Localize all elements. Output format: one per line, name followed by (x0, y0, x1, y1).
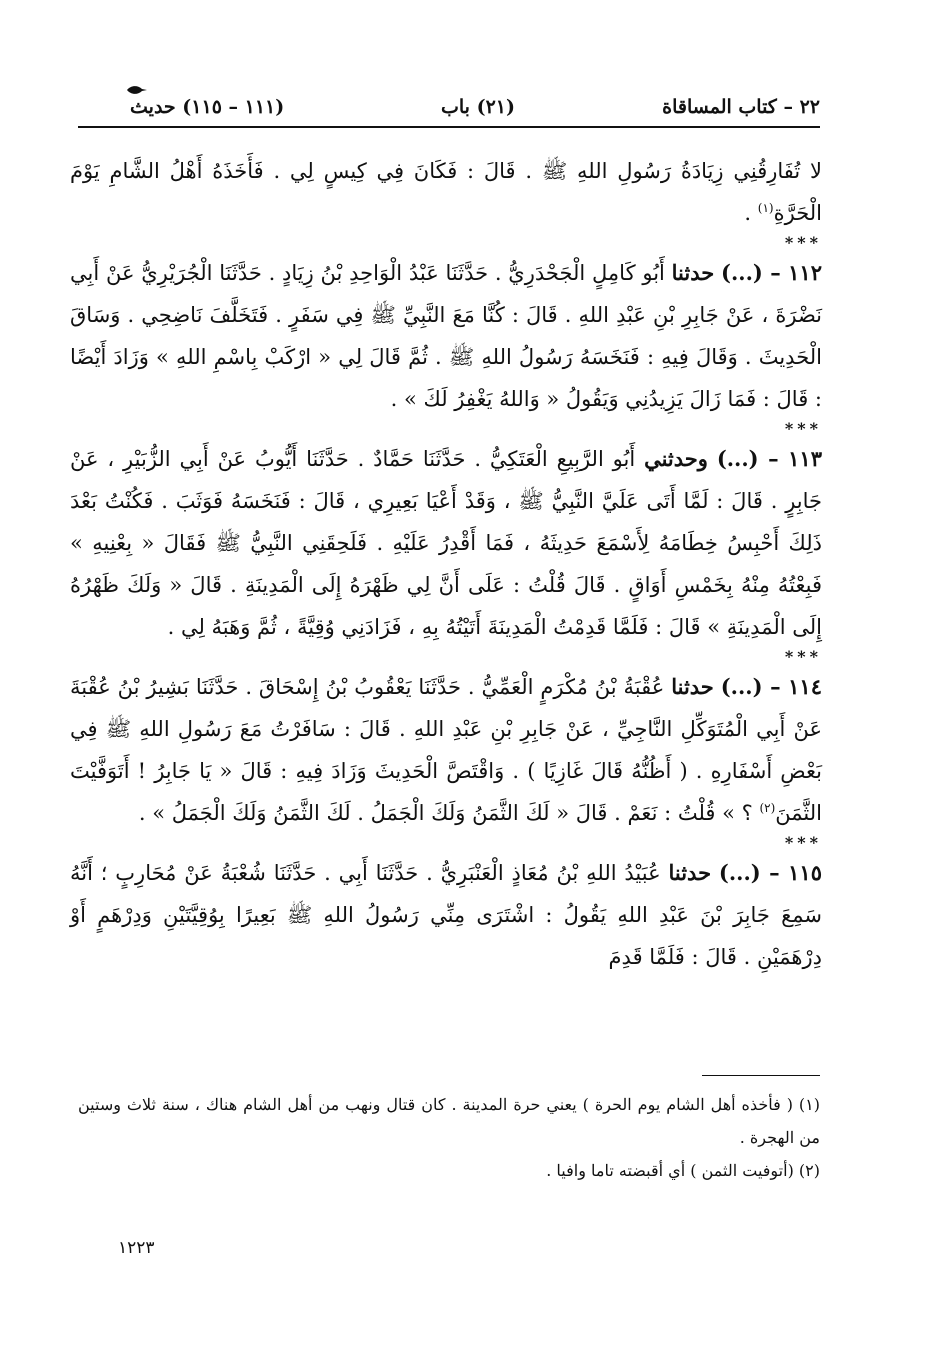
header-rule (78, 126, 820, 128)
haddatha-word: حدثنا (671, 674, 714, 699)
header-chapter: (٢١) باب (441, 96, 515, 118)
hadith-number: ١١٢ – (...) (721, 260, 822, 285)
footnote-ref-1: (١) (757, 201, 774, 215)
hadith-112 (70, 252, 822, 420)
footnote-1: (١) ( فأخذه أهل الشام يوم الحرة ) يعني حرة المدينة . كان قتال ونهب من أهل الشام هناك ، سنة ثلاث وستين من الهجرة . (78, 1095, 820, 1147)
hadith-text: عُقْبَةُ بْنُ مُكْرَمٍ الْعَمِّيُّ . حَدَّثَنَا يَعْقُوبُ بْنُ إِسْحَاقَ . حَدَّثَنَا بَشِيرُ بْنُ عُقْبَةَ عَنْ أَبِي الْمُتَوَكِّلِ النَّاجِيِّ ، عَنْ جَابِرِ بْنِ عَبْدِ اللهِ . قَالَ : سَافَرْتُ مَعَ رَسُولِ اللهِ ﷺ فِي بَعْضِ أَسْفَارِهِ . ( أَظُنُّهُ قَالَ غَازِيًا ) . وَاقْتَصَّ الْحَدِيثَ وَزَادَ فِيهِ : قَالَ « يَا جَابِرُ ! أَتَوَفَّيْتَ الثَّمَنَ (70, 675, 822, 825)
haddatha-word: حدثنا (671, 260, 715, 285)
ornament-icon (126, 84, 148, 96)
page-number: ١٢٢٣ (118, 1238, 155, 1258)
main-text (70, 150, 822, 978)
footnote-2: (٢) (أتوفيت الثمن ) أي أقبضته تاما وافيا . (546, 1161, 820, 1180)
haddatha-word: حدثنا (668, 860, 712, 885)
footnotes (78, 1088, 820, 1187)
separator: *** (784, 233, 822, 252)
footnote-ref-2: (٢) (759, 801, 776, 815)
hadith-text: عُبَيْدُ اللهِ بْنُ مُعَاذٍ الْعَنْبَرِيُّ . حَدَّثَنَا أَبِي . حَدَّثَنَا شُعْبَةُ عَنْ مُحَارِبٍ ؛ أَنَّهُ سَمِعَ جَابِرَ بْنَ عَبْدِ اللهِ يَقُولُ : اشْتَرَى مِنِّي رَسُولُ اللهِ ﷺ بَعِيرًا بِوُقِيَّتَيْنِ وَدِرْهَمٍ أَوْ دِرْهَمَيْنِ . قَالَ : فَلَمَّا قَدِمَ (70, 861, 822, 969)
hadith-115 (70, 852, 822, 978)
hadith-number: ١١٤ – (...) (720, 674, 822, 699)
hadith-text-continued: ؟ » قُلْتُ : نَعَمْ . قَالَ « لَكَ الثَّمَنُ وَلَكَ الْجَمَلُ . لَكَ الثَّمَنُ وَلَكَ الْجَمَلُ » . (138, 801, 760, 825)
hadith-113 (70, 438, 822, 648)
hadith-text: أَبُو كَامِلٍ الْجَحْدَرِيُّ . حَدَّثَنَا عَبْدُ الْوَاحِدِ بْنُ زِيَادٍ . حَدَّثَنَا الْجُرَيْرِيُّ عَنْ أَبِي نَضْرَةَ ، عَنْ جَابِرِ بْنِ عَبْدِ اللهِ . قَالَ : كُنَّا مَعَ النَّبِيِّ ﷺ فِي سَفَرٍ . فَتَخَلَّفَ نَاضِحِي . وَسَاقَ الْحَدِيثَ . وَقَالَ فِيهِ : فَنَخَسَهُ رَسُولُ اللهِ ﷺ . ثُمَّ قَالَ لِي « ارْكَبْ بِاسْمِ اللهِ » وَزَادَ أَيْضًا : قَالَ : فَمَا زَالَ يَزِيدُنِي وَيَقُولُ « وَاللهُ يَغْفِرُ لَكَ » . (70, 261, 822, 411)
separator: *** (784, 647, 822, 666)
hadith-number: ١١٥ – (...) (718, 860, 822, 885)
running-header (78, 92, 820, 126)
separator: *** (784, 419, 822, 438)
opening-text: لا تُفَارِقُنِي زِيَادَةُ رَسُولِ اللهِ ﷺ . قَالَ : فَكَانَ فِي كِيسٍ لِي . فَأَخَذَهُ أَهْلُ الشَّامِ يَوْمَ الْحَرَّةِ (70, 159, 822, 225)
opening-paragraph (70, 150, 822, 234)
opening-end: . (744, 201, 758, 225)
footnote-rule (702, 1075, 820, 1076)
hadith-114 (70, 666, 822, 834)
hadith-number: ١١٣ – (...) (716, 446, 822, 471)
hadith-text: أَبُو الرَّبِيعِ الْعَتَكِيُّ . حَدَّثَنَا حَمَّادٌ . حَدَّثَنَا أَيُّوبُ عَنْ أَبِي الزُّبَيْرِ ، عَنْ جَابِرٍ . قَالَ : لَمَّا أَتَى عَلَيَّ النَّبِيُّ ﷺ ، وَقَدْ أَعْيَا بَعِيرِي ، قَالَ : فَنَخَسَهُ فَوَثَبَ . فَكُنْتُ بَعْدَ ذَلِكَ أَحْبِسُ خِطَامَهُ لِأَسْمَعَ حَدِيثَهُ ، فَمَا أَقْدِرُ عَلَيْهِ . فَلَحِقَنِي النَّبِيُّ ﷺ فَقَالَ « بِعْنِيهِ » فَبِعْتُهُ مِنْهُ بِخَمْسِ أَوَاقٍ . قَالَ قُلْتُ : عَلَى أَنَّ لِي ظَهْرَهُ إِلَى الْمَدِينَةِ . قَالَ « وَلَكَ ظَهْرُهُ إِلَى الْمَدِينَةِ » قَالَ : فَلَمَّا قَدِمْتُ الْمَدِينَةَ أَتَيْتُهُ بِهِ ، فَزَادَنِي وُقِيَّةً ، ثُمَّ وَهَبَهُ لِي . (70, 447, 822, 639)
haddatha-word: وحدثني (644, 446, 708, 471)
separator: *** (784, 833, 822, 852)
header-book-title: ٢٢ – كتاب المساقاة (662, 96, 820, 118)
header-hadith-range: (١١١ – ١١٥) حديث (130, 96, 285, 118)
